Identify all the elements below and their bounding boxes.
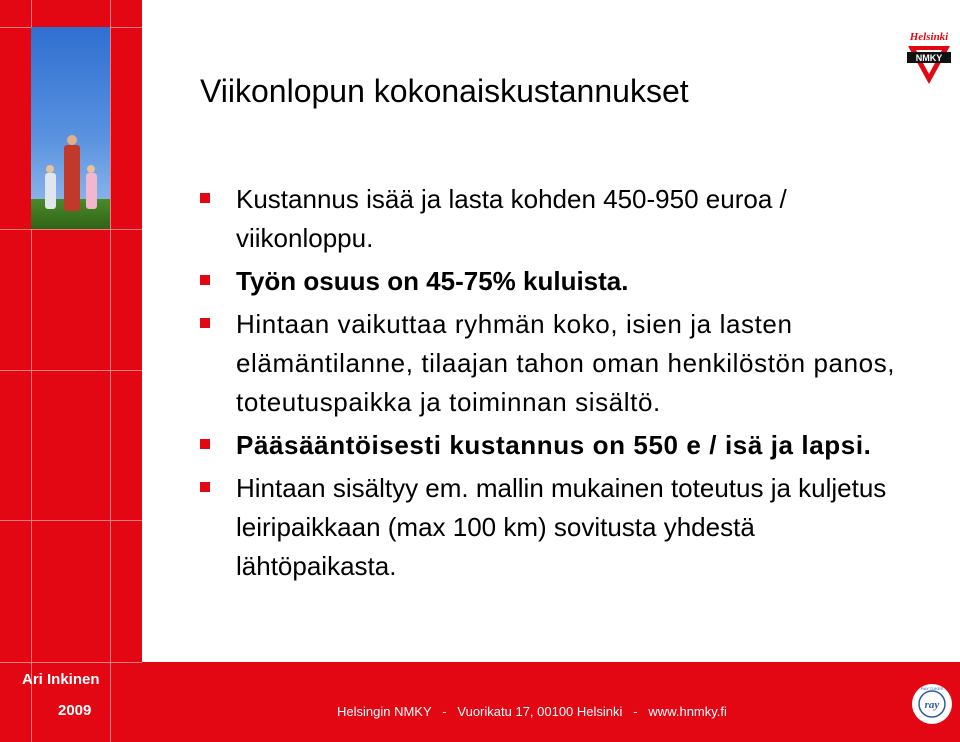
- footer-year: 2009: [58, 702, 92, 719]
- photo-child-right: [86, 173, 97, 209]
- grid-line: [0, 520, 142, 521]
- logo-text-bottom: NMKY: [915, 53, 943, 63]
- grid-line: [110, 0, 111, 742]
- bullet-square-icon: [200, 482, 210, 492]
- bullet-item: [198, 262, 898, 301]
- bullet-text: Työn osuus on 45-75% kuluista.: [236, 266, 629, 296]
- grid-line: [0, 662, 142, 663]
- bullet-square-icon: [200, 275, 210, 285]
- photo-father: [64, 145, 80, 211]
- slide-title: Viikonlopun kokonaiskustannukset: [200, 73, 689, 109]
- family-photo: [31, 27, 110, 229]
- bullet-item: [198, 426, 898, 465]
- bullet-square-icon: [200, 193, 210, 203]
- footer-author: Ari Inkinen: [22, 671, 100, 688]
- bullet-item: [198, 180, 898, 258]
- grid-line: [0, 229, 142, 230]
- bullet-item: [198, 305, 898, 422]
- photo-father-head: [67, 135, 77, 145]
- grid-line: [0, 370, 142, 371]
- bullet-text: Pääsääntöisesti kustannus on 550 e / isä ja lapsi.: [236, 430, 872, 460]
- footer-band: [142, 662, 960, 742]
- footer-address: Helsingin NMKY - Vuorikatu 17, 00100 Helsinki - www.hnmky.fi: [337, 704, 727, 719]
- bullet-text: Hintaan vaikuttaa ryhmän koko, isien ja lasten elämäntilanne, tilaajan tahon oman henkilöstön panos, toteutuspaikka ja toiminnan sisältö.: [236, 309, 896, 417]
- bullet-text: Kustannus isää ja lasta kohden 450-950 euroa / viikonloppu.: [236, 184, 787, 253]
- photo-child-right-head: [87, 165, 95, 173]
- logo-text-top: Helsinki: [909, 31, 949, 43]
- ray-logo-ring-text: RAY TUKEE: [920, 686, 944, 691]
- bullet-item: [198, 469, 898, 586]
- bullet-square-icon: [200, 439, 210, 449]
- bullet-list: [198, 180, 898, 590]
- ray-logo: [911, 683, 953, 725]
- helsinki-nmky-logo: [904, 28, 954, 88]
- bullet-text: Hintaan sisältyy em. mallin mukainen toteutus ja kuljetus leiripaikkaan (max 100 km) sovitusta yhdestä lähtöpaikasta.: [236, 473, 887, 581]
- bullet-square-icon: [200, 318, 210, 328]
- photo-child-left-head: [46, 165, 54, 173]
- ray-logo-text: ray: [924, 699, 940, 711]
- photo-child-left: [45, 173, 56, 209]
